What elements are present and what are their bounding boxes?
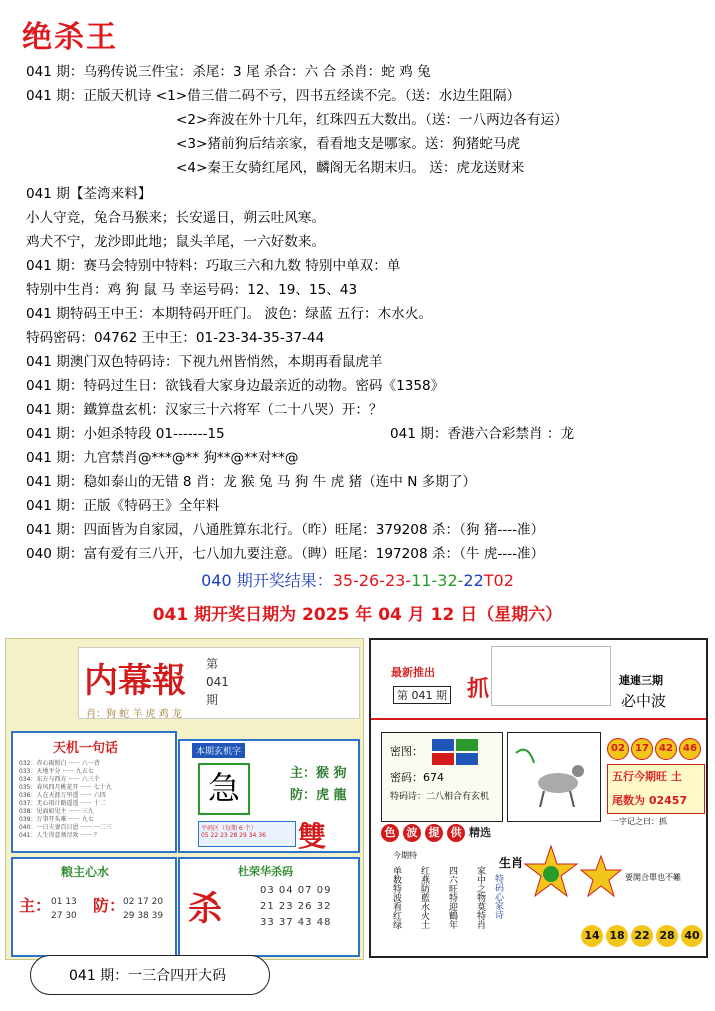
mima-box: 密图： 密码：674 特码诗：二八相合有玄机 xyxy=(381,732,503,822)
liangzhu-box: 粮主心水 主： 防： 01 13 27 30 02 17 20 29 38 39 xyxy=(11,857,177,957)
zhua-panel xyxy=(369,638,708,958)
bizhong-label: 必中波 xyxy=(621,692,667,710)
sha-box xyxy=(178,857,360,957)
tip-line: 041 期：九宫禁肖@***@** 狗**@**对**@ xyxy=(26,450,299,466)
tip-line: 鸡犬不宁，龙沙即此地；鼠头羊尾，一六好数来。 xyxy=(26,234,326,250)
result-number: 23 xyxy=(385,571,406,590)
speech-bubble: 041 期：一三合四开大码 xyxy=(30,955,270,995)
number-ball: 46 xyxy=(679,738,701,760)
tip-line: <3>猪前狗后结亲家，看看地支是哪家。送：狗猪蛇马虎 xyxy=(176,136,521,152)
issue-number: 第 041 期 xyxy=(206,657,229,707)
header-blank xyxy=(491,646,611,706)
poem-col: 单数特波看红绿 xyxy=(391,866,401,929)
result-separator: - xyxy=(457,571,464,590)
page-title: 绝杀王 xyxy=(22,20,118,55)
header-sub: 肖：狗 蛇 羊 虎 鸡 龙 xyxy=(86,709,182,720)
result-numbers xyxy=(333,571,514,590)
mima-logo-icon xyxy=(432,739,480,765)
tianji-box xyxy=(11,731,177,853)
number-ball: 14 xyxy=(581,925,603,947)
result-separator: - xyxy=(431,571,438,590)
sha-nums: 03 04 07 09 21 23 26 32 33 37 43 48 xyxy=(260,885,332,928)
result-number: T02 xyxy=(483,571,514,590)
number-ball: 28 xyxy=(656,925,678,947)
poem-col: 四六旺特迎鶴年 xyxy=(447,866,457,929)
result-label: 040 期开奖结果： xyxy=(201,571,333,590)
poem-col: 家中之物莫特肖 xyxy=(475,866,485,929)
yao-label: 要開合單也不難 xyxy=(625,873,681,882)
xuanji-tag: 本期玄机字 xyxy=(192,743,245,758)
new-label: 最新推出 xyxy=(391,666,435,679)
shengxiao-label: 生肖 xyxy=(499,856,524,870)
sha-char: 杀 xyxy=(188,889,222,929)
tianji-title: 天机一句话 xyxy=(53,741,119,756)
result-number: 11 xyxy=(411,571,432,590)
jingxuan-col: 特码心家诗 xyxy=(493,874,503,919)
tip-line: 040 期：富有爱有三八开，七八加九要注意。（睥）旺尾：197208 杀：（牛 虎----准） xyxy=(26,546,545,562)
horse-picture xyxy=(507,732,601,822)
number-ball: 22 xyxy=(631,925,653,947)
zhua-title: 抓 xyxy=(467,677,490,702)
bizhong-balls xyxy=(607,736,703,760)
draw-result xyxy=(0,568,715,591)
tip-line: 041 期：乌鸦传说三件宝：杀尾：3 尾 杀合：六 合 杀肖：蛇 鸡 兔 xyxy=(26,64,431,80)
poem-col: 红燕防藍水火土 xyxy=(419,866,429,929)
sha-title: 杜荣华杀码 xyxy=(238,865,293,878)
header-title: 内幕報 xyxy=(84,661,186,701)
neimu-panel xyxy=(5,638,364,960)
tip-line: 特别中生肖：鸡 狗 鼠 马 幸运号码：12、19、15、43 xyxy=(26,282,358,298)
result-number: 22 xyxy=(463,571,484,590)
issue-label: 第 041 期 xyxy=(393,686,451,704)
star-icon xyxy=(579,854,623,898)
number-ball: 02 xyxy=(607,738,629,760)
sebo-label: 色 波 提 供 精选 xyxy=(381,824,491,842)
tip-line: 041 期：稳如泰山的无错 8 肖：龙 猴 兔 马 狗 牛 虎 猪（连中 N 多期了） xyxy=(26,474,477,490)
liangzhu-nums-2: 02 17 20 29 38 39 xyxy=(123,897,164,921)
result-separator: - xyxy=(353,571,359,590)
tip-line: 041 期：正版《特码王》全年料 xyxy=(26,498,220,514)
tip-line: 特码密码：04762 王中王：01-23-34-35-37-44 xyxy=(26,330,325,346)
tip-line: <2>奔波在外十几年，红珠四五大数出。（送：一八两边各有运） xyxy=(176,112,568,128)
number-ball: 17 xyxy=(631,738,653,760)
liangzhu-title: 粮主心水 xyxy=(61,865,110,879)
result-separator: - xyxy=(379,571,385,590)
tip-line: 041 期：鐵算盘玄机：汉家三十六将军（二十八哭）开：？ xyxy=(26,402,383,418)
result-number: 32 xyxy=(437,571,458,590)
xuanji-main: 主：猴 狗 防：虎 龍 xyxy=(290,766,347,803)
shuang-char: 雙 xyxy=(298,820,327,853)
tianji-rows: 032：赤心雨照白 ······ 六一背 033：天地平分 ······ 九五七 034：东方与西方 ······ 六三个 035：春风四月桃花开 ······ 七十九 036：人在天涯万里遥 ······ 六四 037：无心用计路遥遥 ······ 十二 038：见面如见主 ······ 三九 039：万事开头难 ······ 九七 040：一日夫妻百日恩 ······ 一二三 041：人生得意须尽欢 ······ ？ xyxy=(19,760,112,839)
number-ball: 40 xyxy=(681,925,703,947)
result-separator: - xyxy=(405,571,412,590)
pingma-box: 平码区（每期 6 个） 05 22 23 28 29 34 36 xyxy=(198,821,296,847)
number-ball: 42 xyxy=(655,738,677,760)
jinqi-label: 今期特 xyxy=(393,851,417,860)
horse-icon xyxy=(508,733,600,821)
bottom-balls xyxy=(581,924,706,947)
draw-date: 041 期开奖日期为 2025 年 04 月 12 日（星期六） xyxy=(152,605,563,625)
tip-line: 041 期：四面皆为自家园，八通胜算东北行。（昨）旺尾：379208 杀：（狗 猪----准） xyxy=(26,522,545,538)
tip-line: 041 期：正版天机诗 <1>借三借二码不亏，四书五经读不完。（送：水边生阻隔） xyxy=(26,88,521,104)
result-number: 26 xyxy=(358,571,380,590)
tip-line: 041 期：赛马会特别中特料：巧取三六和九数 特别中单双：单 xyxy=(26,258,401,274)
tip-line: 041 期：特码过生日：欲钱看大家身边最亲近的动物。密码《1358》 xyxy=(26,378,445,394)
number-ball: 18 xyxy=(606,925,628,947)
tip-line: 小人守竞，兔合马猴来；长安遥日，朔云吐风寒。 xyxy=(26,210,326,226)
star-snake-icon xyxy=(523,844,579,900)
lianlian-label: 連連三期 xyxy=(619,674,663,687)
result-number: 35 xyxy=(332,571,354,590)
xuanji-box xyxy=(178,739,360,853)
tip-line: 041 期特码王中王：本期特码开旺门。 波色：绿蓝 五行：木水火。 xyxy=(26,306,432,322)
xuanji-char: 急 xyxy=(198,763,250,815)
tip-line: 041 期澳门双色特码诗：下视九州皆悄然，本期再看鼠虎羊 xyxy=(26,354,383,370)
wuxing-box: 五行今期旺 土 尾数为 02457 xyxy=(607,764,705,814)
tip-line: 041 期：香港六合彩禁肖 ：龙 xyxy=(390,426,575,442)
tip-line: 041 期：小妲杀特段 01-------15 xyxy=(26,426,225,442)
tip-line: <4>秦王女骑红尾风，麟阁无名期末归。 送：虎龙送财来 xyxy=(176,160,525,176)
yizi-label: 一字记之曰：抓 xyxy=(611,817,667,826)
liangzhu-nums: 01 13 27 30 xyxy=(51,897,77,921)
tip-line: 041 期【荃湾来料】 xyxy=(26,186,152,202)
